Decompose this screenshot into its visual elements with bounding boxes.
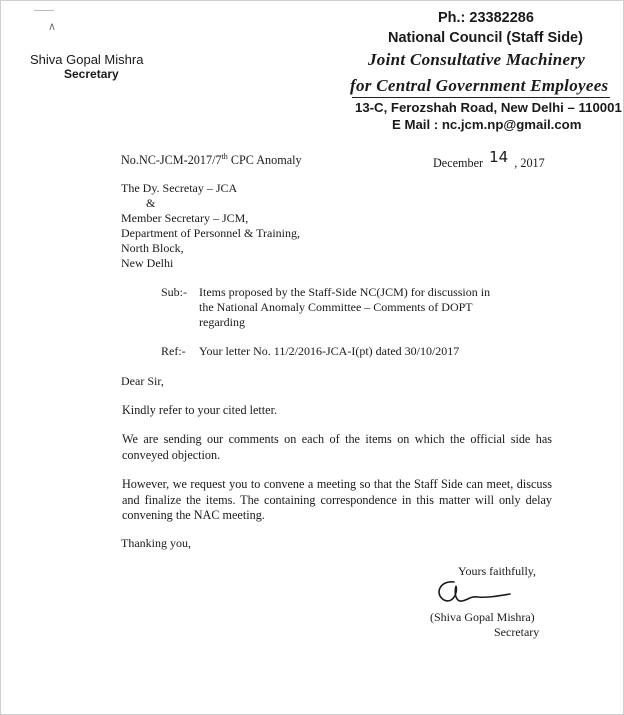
subject-label: Sub:-: [161, 285, 188, 299]
header-email: E Mail : nc.jcm.np@gmail.com: [392, 117, 582, 132]
header-machinery-line2: for Central Government Employees: [350, 76, 609, 95]
sender-name: Shiva Gopal Mishra: [30, 52, 144, 67]
signatory-name: (Shiva Gopal Mishra): [430, 610, 535, 624]
recipient-line: The Dy. Secretay – JCA: [121, 181, 238, 195]
header-address: 13-C, Ferozshah Road, New Delhi – 110001: [355, 100, 622, 115]
recipient-line: &: [146, 196, 156, 210]
signatory-title: Secretary: [494, 625, 540, 639]
signature-image: [432, 576, 512, 610]
subject-line: regarding: [199, 315, 245, 329]
thanking: Thanking you,: [121, 536, 191, 550]
paragraph: Kindly refer to your cited letter.: [122, 403, 277, 417]
letter-date: December 14 , 2017: [433, 148, 545, 170]
ref-label: Ref:-: [161, 344, 186, 358]
header-underline: [352, 97, 610, 98]
ref-text: Your letter No. 11/2/2016-JCA-I(pt) dated 30/10/2017: [199, 344, 460, 358]
recipient-line: New Delhi: [121, 256, 174, 270]
paragraph: We are sending our comments on each of the items on which the official side has conveyed objection.: [122, 432, 552, 462]
paragraph: However, we request you to convene a meeting so that the Staff Side can meet, discuss and finalize the items. The containing correspondence in this matter will only delay convening the NAC meeting.: [122, 477, 552, 522]
header-council: National Council (Staff Side): [388, 30, 583, 46]
subject-line: the National Anomaly Committee – Comments of DOPT: [199, 300, 473, 314]
recipient-line: Member Secretary – JCM,: [121, 211, 249, 225]
header-machinery-line1: Joint Consultative Machinery: [368, 50, 586, 69]
sender-title: Secretary: [64, 67, 119, 81]
corner-mark: ∧: [48, 21, 57, 33]
date-handwritten: 14: [489, 148, 509, 166]
salutation: Dear Sir,: [121, 374, 164, 388]
corner-mark: [34, 10, 54, 11]
recipient-line: North Block,: [121, 241, 184, 255]
closing: Yours faithfully,: [458, 564, 537, 578]
recipient-line: Department of Personnel & Training,: [121, 226, 300, 240]
subject-line: Items proposed by the Staff-Side NC(JCM) for discussion in: [199, 285, 491, 299]
reference-number: No.NC-JCM-2017/7th CPC Anomaly: [121, 151, 302, 167]
header-phone: Ph.: 23382286: [438, 10, 534, 26]
